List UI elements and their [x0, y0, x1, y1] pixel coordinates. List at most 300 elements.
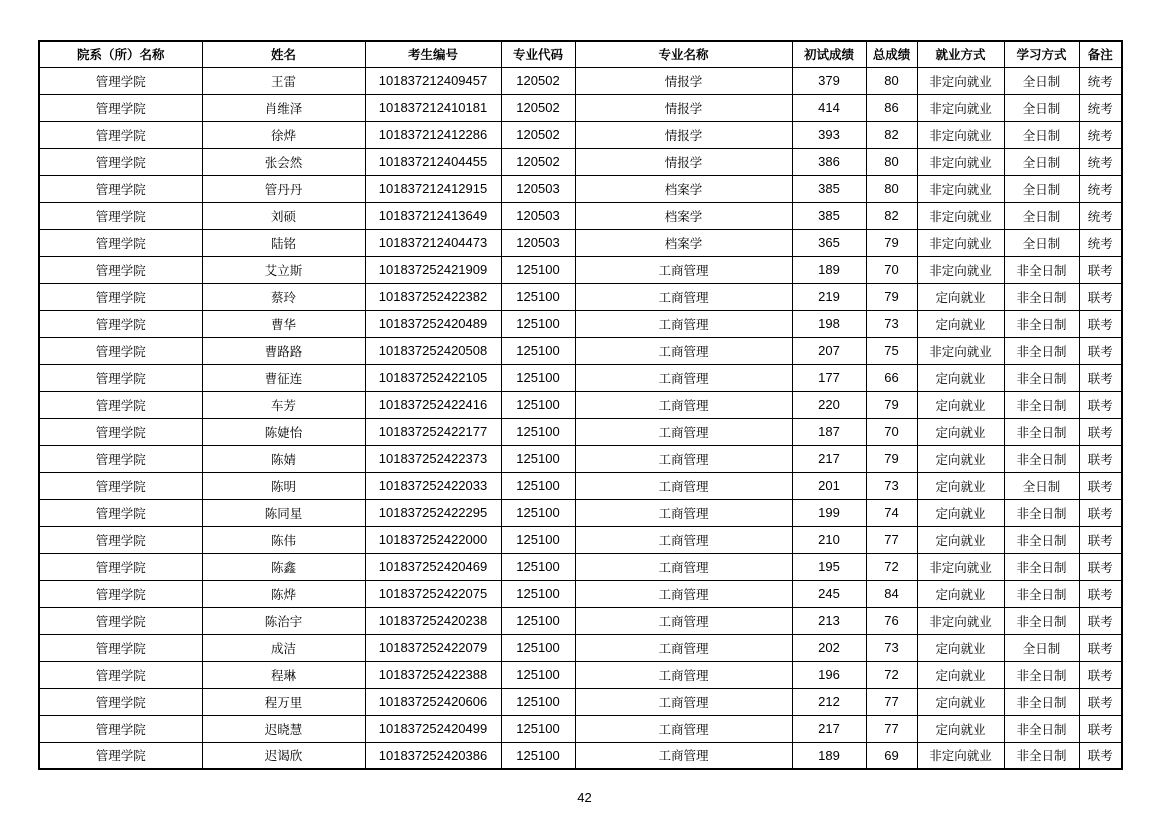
cell-major-code: 120502 — [501, 94, 575, 121]
cell-exam-id: 101837252420508 — [365, 337, 501, 364]
table-row — [39, 256, 1122, 283]
cell-initial-score: 189 — [792, 256, 866, 283]
cell-name: 陈婧 — [202, 445, 365, 472]
cell-name: 陈鑫 — [202, 553, 365, 580]
cell-department: 管理学院 — [39, 121, 202, 148]
cell-employment: 非定向就业 — [917, 148, 1004, 175]
table-row — [39, 121, 1122, 148]
cell-remark: 统考 — [1079, 229, 1122, 256]
cell-total-score: 79 — [866, 283, 917, 310]
cell-employment: 非定向就业 — [917, 121, 1004, 148]
cell-employment: 定向就业 — [917, 634, 1004, 661]
header-major-code: 专业代码 — [501, 41, 575, 67]
cell-department: 管理学院 — [39, 499, 202, 526]
cell-major-code: 125100 — [501, 283, 575, 310]
cell-major-code: 125100 — [501, 391, 575, 418]
cell-major-name: 情报学 — [575, 94, 792, 121]
cell-major-code: 120502 — [501, 121, 575, 148]
cell-initial-score: 195 — [792, 553, 866, 580]
table-row — [39, 526, 1122, 553]
cell-department: 管理学院 — [39, 175, 202, 202]
cell-major-name: 档案学 — [575, 229, 792, 256]
cell-study-mode: 非全日制 — [1004, 283, 1079, 310]
cell-name: 肖维泽 — [202, 94, 365, 121]
cell-major-code: 125100 — [501, 607, 575, 634]
cell-major-name: 工商管理 — [575, 472, 792, 499]
table-row — [39, 742, 1122, 769]
cell-employment: 非定向就业 — [917, 553, 1004, 580]
cell-total-score: 77 — [866, 715, 917, 742]
cell-employment: 定向就业 — [917, 391, 1004, 418]
cell-major-name: 工商管理 — [575, 526, 792, 553]
cell-major-code: 125100 — [501, 364, 575, 391]
cell-name: 陈治宇 — [202, 607, 365, 634]
cell-major-name: 工商管理 — [575, 634, 792, 661]
cell-major-code: 120503 — [501, 175, 575, 202]
cell-total-score: 73 — [866, 634, 917, 661]
cell-study-mode: 非全日制 — [1004, 580, 1079, 607]
cell-name: 陈烨 — [202, 580, 365, 607]
cell-name: 刘硕 — [202, 202, 365, 229]
table-row — [39, 580, 1122, 607]
cell-department: 管理学院 — [39, 553, 202, 580]
cell-remark: 联考 — [1079, 472, 1122, 499]
cell-major-code: 125100 — [501, 553, 575, 580]
cell-total-score: 73 — [866, 472, 917, 499]
cell-total-score: 80 — [866, 148, 917, 175]
cell-department: 管理学院 — [39, 634, 202, 661]
cell-employment: 非定向就业 — [917, 256, 1004, 283]
table-row — [39, 175, 1122, 202]
table-row — [39, 472, 1122, 499]
cell-exam-id: 101837212409457 — [365, 67, 501, 94]
header-name: 姓名 — [202, 41, 365, 67]
cell-study-mode: 全日制 — [1004, 67, 1079, 94]
cell-name: 程万里 — [202, 688, 365, 715]
cell-total-score: 72 — [866, 661, 917, 688]
cell-total-score: 86 — [866, 94, 917, 121]
cell-remark: 联考 — [1079, 580, 1122, 607]
cell-study-mode: 全日制 — [1004, 634, 1079, 661]
cell-department: 管理学院 — [39, 391, 202, 418]
cell-major-code: 125100 — [501, 310, 575, 337]
cell-study-mode: 非全日制 — [1004, 256, 1079, 283]
cell-major-name: 工商管理 — [575, 337, 792, 364]
cell-major-name: 工商管理 — [575, 742, 792, 769]
cell-remark: 联考 — [1079, 661, 1122, 688]
header-department: 院系（所）名称 — [39, 41, 202, 67]
table-row — [39, 418, 1122, 445]
cell-remark: 统考 — [1079, 148, 1122, 175]
cell-major-name: 工商管理 — [575, 283, 792, 310]
cell-initial-score: 199 — [792, 499, 866, 526]
cell-total-score: 66 — [866, 364, 917, 391]
cell-major-name: 工商管理 — [575, 391, 792, 418]
header-row — [39, 41, 1122, 67]
cell-name: 成洁 — [202, 634, 365, 661]
cell-initial-score: 385 — [792, 175, 866, 202]
cell-remark: 联考 — [1079, 310, 1122, 337]
cell-department: 管理学院 — [39, 256, 202, 283]
cell-remark: 联考 — [1079, 499, 1122, 526]
cell-major-name: 情报学 — [575, 121, 792, 148]
header-remark: 备注 — [1079, 41, 1122, 67]
cell-employment: 定向就业 — [917, 418, 1004, 445]
cell-initial-score: 365 — [792, 229, 866, 256]
cell-initial-score: 245 — [792, 580, 866, 607]
cell-employment: 非定向就业 — [917, 229, 1004, 256]
header-major-name: 专业名称 — [575, 41, 792, 67]
cell-exam-id: 101837252422295 — [365, 499, 501, 526]
cell-study-mode: 非全日制 — [1004, 337, 1079, 364]
cell-remark: 联考 — [1079, 742, 1122, 769]
cell-department: 管理学院 — [39, 94, 202, 121]
table-row — [39, 148, 1122, 175]
cell-initial-score: 187 — [792, 418, 866, 445]
cell-department: 管理学院 — [39, 337, 202, 364]
cell-exam-id: 101837212412915 — [365, 175, 501, 202]
cell-employment: 定向就业 — [917, 310, 1004, 337]
header-employment: 就业方式 — [917, 41, 1004, 67]
cell-study-mode: 非全日制 — [1004, 715, 1079, 742]
cell-exam-id: 101837212410181 — [365, 94, 501, 121]
cell-major-name: 情报学 — [575, 67, 792, 94]
cell-department: 管理学院 — [39, 310, 202, 337]
cell-department: 管理学院 — [39, 661, 202, 688]
cell-study-mode: 非全日制 — [1004, 742, 1079, 769]
cell-department: 管理学院 — [39, 202, 202, 229]
cell-initial-score: 196 — [792, 661, 866, 688]
cell-major-code: 125100 — [501, 337, 575, 364]
cell-remark: 联考 — [1079, 445, 1122, 472]
cell-major-name: 工商管理 — [575, 661, 792, 688]
cell-total-score: 73 — [866, 310, 917, 337]
cell-major-code: 125100 — [501, 445, 575, 472]
cell-study-mode: 非全日制 — [1004, 445, 1079, 472]
table-row — [39, 634, 1122, 661]
cell-total-score: 79 — [866, 391, 917, 418]
cell-exam-id: 101837212412286 — [365, 121, 501, 148]
cell-major-name: 工商管理 — [575, 607, 792, 634]
cell-remark: 统考 — [1079, 202, 1122, 229]
cell-exam-id: 101837252422177 — [365, 418, 501, 445]
cell-study-mode: 非全日制 — [1004, 364, 1079, 391]
cell-remark: 联考 — [1079, 283, 1122, 310]
cell-major-code: 120503 — [501, 229, 575, 256]
header-total-score: 总成绩 — [866, 41, 917, 67]
cell-initial-score: 217 — [792, 445, 866, 472]
cell-exam-id: 101837252422388 — [365, 661, 501, 688]
cell-major-name: 工商管理 — [575, 499, 792, 526]
cell-initial-score: 210 — [792, 526, 866, 553]
cell-name: 蔡玲 — [202, 283, 365, 310]
cell-study-mode: 非全日制 — [1004, 391, 1079, 418]
header-exam-id: 考生编号 — [365, 41, 501, 67]
cell-employment: 定向就业 — [917, 472, 1004, 499]
cell-name: 程琳 — [202, 661, 365, 688]
cell-study-mode: 全日制 — [1004, 229, 1079, 256]
cell-total-score: 79 — [866, 445, 917, 472]
cell-employment: 定向就业 — [917, 580, 1004, 607]
cell-major-code: 120502 — [501, 148, 575, 175]
table-row — [39, 445, 1122, 472]
cell-department: 管理学院 — [39, 688, 202, 715]
cell-initial-score: 201 — [792, 472, 866, 499]
cell-department: 管理学院 — [39, 526, 202, 553]
cell-total-score: 74 — [866, 499, 917, 526]
cell-total-score: 77 — [866, 526, 917, 553]
cell-name: 艾立斯 — [202, 256, 365, 283]
cell-initial-score: 217 — [792, 715, 866, 742]
cell-total-score: 69 — [866, 742, 917, 769]
cell-exam-id: 101837252420386 — [365, 742, 501, 769]
cell-department: 管理学院 — [39, 67, 202, 94]
cell-initial-score: 198 — [792, 310, 866, 337]
cell-name: 曹华 — [202, 310, 365, 337]
cell-major-name: 工商管理 — [575, 715, 792, 742]
table-row — [39, 553, 1122, 580]
cell-total-score: 80 — [866, 175, 917, 202]
cell-initial-score: 219 — [792, 283, 866, 310]
cell-department: 管理学院 — [39, 580, 202, 607]
cell-study-mode: 非全日制 — [1004, 499, 1079, 526]
header-initial-score: 初试成绩 — [792, 41, 866, 67]
cell-total-score: 79 — [866, 229, 917, 256]
cell-remark: 联考 — [1079, 607, 1122, 634]
cell-department: 管理学院 — [39, 742, 202, 769]
cell-study-mode: 非全日制 — [1004, 688, 1079, 715]
cell-study-mode: 全日制 — [1004, 94, 1079, 121]
cell-study-mode: 非全日制 — [1004, 526, 1079, 553]
header-study-mode: 学习方式 — [1004, 41, 1079, 67]
cell-remark: 联考 — [1079, 715, 1122, 742]
cell-exam-id: 101837252422075 — [365, 580, 501, 607]
cell-name: 管丹丹 — [202, 175, 365, 202]
cell-name: 陈伟 — [202, 526, 365, 553]
cell-name: 曹路路 — [202, 337, 365, 364]
cell-major-name: 工商管理 — [575, 445, 792, 472]
cell-employment: 定向就业 — [917, 499, 1004, 526]
table-row — [39, 202, 1122, 229]
cell-exam-id: 101837212404473 — [365, 229, 501, 256]
cell-department: 管理学院 — [39, 283, 202, 310]
cell-remark: 统考 — [1079, 121, 1122, 148]
cell-exam-id: 101837252422079 — [365, 634, 501, 661]
cell-total-score: 75 — [866, 337, 917, 364]
table-row — [39, 607, 1122, 634]
cell-employment: 非定向就业 — [917, 94, 1004, 121]
cell-study-mode: 非全日制 — [1004, 310, 1079, 337]
cell-name: 陈同星 — [202, 499, 365, 526]
cell-employment: 定向就业 — [917, 445, 1004, 472]
cell-major-name: 工商管理 — [575, 310, 792, 337]
cell-major-code: 125100 — [501, 661, 575, 688]
table-body — [39, 67, 1122, 769]
cell-study-mode: 全日制 — [1004, 148, 1079, 175]
cell-employment: 非定向就业 — [917, 202, 1004, 229]
cell-remark: 联考 — [1079, 526, 1122, 553]
table-row — [39, 67, 1122, 94]
cell-study-mode: 全日制 — [1004, 121, 1079, 148]
cell-employment: 定向就业 — [917, 364, 1004, 391]
cell-exam-id: 101837252420606 — [365, 688, 501, 715]
table-row — [39, 391, 1122, 418]
cell-department: 管理学院 — [39, 607, 202, 634]
cell-exam-id: 101837252422373 — [365, 445, 501, 472]
cell-employment: 非定向就业 — [917, 742, 1004, 769]
table-row — [39, 364, 1122, 391]
cell-initial-score: 386 — [792, 148, 866, 175]
cell-initial-score: 207 — [792, 337, 866, 364]
cell-employment: 定向就业 — [917, 688, 1004, 715]
cell-total-score: 84 — [866, 580, 917, 607]
cell-major-code: 125100 — [501, 526, 575, 553]
cell-department: 管理学院 — [39, 472, 202, 499]
cell-initial-score: 220 — [792, 391, 866, 418]
cell-exam-id: 101837252422105 — [365, 364, 501, 391]
cell-study-mode: 全日制 — [1004, 202, 1079, 229]
cell-employment: 定向就业 — [917, 661, 1004, 688]
table-row — [39, 661, 1122, 688]
cell-major-code: 125100 — [501, 742, 575, 769]
cell-major-code: 125100 — [501, 715, 575, 742]
cell-study-mode: 非全日制 — [1004, 418, 1079, 445]
cell-total-score: 76 — [866, 607, 917, 634]
cell-employment: 定向就业 — [917, 283, 1004, 310]
cell-name: 张会然 — [202, 148, 365, 175]
cell-study-mode: 非全日制 — [1004, 553, 1079, 580]
cell-total-score: 77 — [866, 688, 917, 715]
cell-employment: 非定向就业 — [917, 607, 1004, 634]
cell-remark: 联考 — [1079, 634, 1122, 661]
cell-exam-id: 101837252420499 — [365, 715, 501, 742]
cell-major-name: 情报学 — [575, 148, 792, 175]
page-number: 42 — [577, 790, 592, 805]
cell-employment: 非定向就业 — [917, 175, 1004, 202]
table-row — [39, 310, 1122, 337]
table-row — [39, 337, 1122, 364]
cell-major-name: 工商管理 — [575, 580, 792, 607]
cell-major-code: 120502 — [501, 67, 575, 94]
cell-remark: 联考 — [1079, 418, 1122, 445]
cell-study-mode: 非全日制 — [1004, 607, 1079, 634]
cell-remark: 联考 — [1079, 337, 1122, 364]
cell-exam-id: 101837252421909 — [365, 256, 501, 283]
cell-department: 管理学院 — [39, 715, 202, 742]
cell-exam-id: 101837252422416 — [365, 391, 501, 418]
table-row — [39, 229, 1122, 256]
cell-study-mode: 非全日制 — [1004, 661, 1079, 688]
cell-exam-id: 101837252422382 — [365, 283, 501, 310]
cell-initial-score: 379 — [792, 67, 866, 94]
cell-major-code: 125100 — [501, 580, 575, 607]
cell-exam-id: 101837252420238 — [365, 607, 501, 634]
cell-exam-id: 101837252422033 — [365, 472, 501, 499]
cell-initial-score: 213 — [792, 607, 866, 634]
cell-exam-id: 101837252420489 — [365, 310, 501, 337]
cell-remark: 联考 — [1079, 256, 1122, 283]
cell-major-name: 工商管理 — [575, 553, 792, 580]
cell-initial-score: 393 — [792, 121, 866, 148]
cell-study-mode: 全日制 — [1004, 472, 1079, 499]
cell-remark: 联考 — [1079, 364, 1122, 391]
cell-remark: 统考 — [1079, 94, 1122, 121]
cell-employment: 非定向就业 — [917, 67, 1004, 94]
table-row — [39, 715, 1122, 742]
cell-exam-id: 101837252422000 — [365, 526, 501, 553]
cell-department: 管理学院 — [39, 418, 202, 445]
cell-initial-score: 177 — [792, 364, 866, 391]
cell-total-score: 82 — [866, 121, 917, 148]
cell-major-name: 工商管理 — [575, 418, 792, 445]
cell-department: 管理学院 — [39, 229, 202, 256]
cell-initial-score: 202 — [792, 634, 866, 661]
cell-name: 车芳 — [202, 391, 365, 418]
cell-major-name: 档案学 — [575, 202, 792, 229]
cell-major-code: 125100 — [501, 472, 575, 499]
cell-remark: 统考 — [1079, 67, 1122, 94]
cell-initial-score: 212 — [792, 688, 866, 715]
cell-total-score: 80 — [866, 67, 917, 94]
cell-remark: 联考 — [1079, 391, 1122, 418]
cell-exam-id: 101837212404455 — [365, 148, 501, 175]
table-row — [39, 499, 1122, 526]
cell-initial-score: 385 — [792, 202, 866, 229]
cell-major-code: 125100 — [501, 634, 575, 661]
cell-remark: 联考 — [1079, 553, 1122, 580]
cell-major-name: 工商管理 — [575, 256, 792, 283]
cell-employment: 定向就业 — [917, 526, 1004, 553]
cell-remark: 联考 — [1079, 688, 1122, 715]
table-row — [39, 94, 1122, 121]
cell-major-name: 工商管理 — [575, 688, 792, 715]
cell-initial-score: 189 — [792, 742, 866, 769]
cell-total-score: 72 — [866, 553, 917, 580]
cell-total-score: 82 — [866, 202, 917, 229]
cell-name: 曹征连 — [202, 364, 365, 391]
cell-major-code: 125100 — [501, 499, 575, 526]
table-row — [39, 283, 1122, 310]
cell-major-name: 档案学 — [575, 175, 792, 202]
admission-table — [38, 40, 1123, 770]
cell-major-code: 125100 — [501, 418, 575, 445]
cell-major-code: 125100 — [501, 256, 575, 283]
cell-total-score: 70 — [866, 418, 917, 445]
cell-department: 管理学院 — [39, 364, 202, 391]
cell-name: 王雷 — [202, 67, 365, 94]
cell-name: 徐烨 — [202, 121, 365, 148]
cell-study-mode: 全日制 — [1004, 175, 1079, 202]
cell-name: 迟谒欣 — [202, 742, 365, 769]
cell-major-name: 工商管理 — [575, 364, 792, 391]
cell-name: 陈婕怡 — [202, 418, 365, 445]
cell-total-score: 70 — [866, 256, 917, 283]
cell-name: 陆铭 — [202, 229, 365, 256]
cell-major-code: 125100 — [501, 688, 575, 715]
cell-major-code: 120503 — [501, 202, 575, 229]
cell-employment: 定向就业 — [917, 715, 1004, 742]
cell-exam-id: 101837252420469 — [365, 553, 501, 580]
cell-employment: 非定向就业 — [917, 337, 1004, 364]
cell-name: 陈明 — [202, 472, 365, 499]
cell-remark: 统考 — [1079, 175, 1122, 202]
cell-initial-score: 414 — [792, 94, 866, 121]
cell-department: 管理学院 — [39, 445, 202, 472]
table-row — [39, 688, 1122, 715]
cell-exam-id: 101837212413649 — [365, 202, 501, 229]
cell-name: 迟晓慧 — [202, 715, 365, 742]
cell-department: 管理学院 — [39, 148, 202, 175]
